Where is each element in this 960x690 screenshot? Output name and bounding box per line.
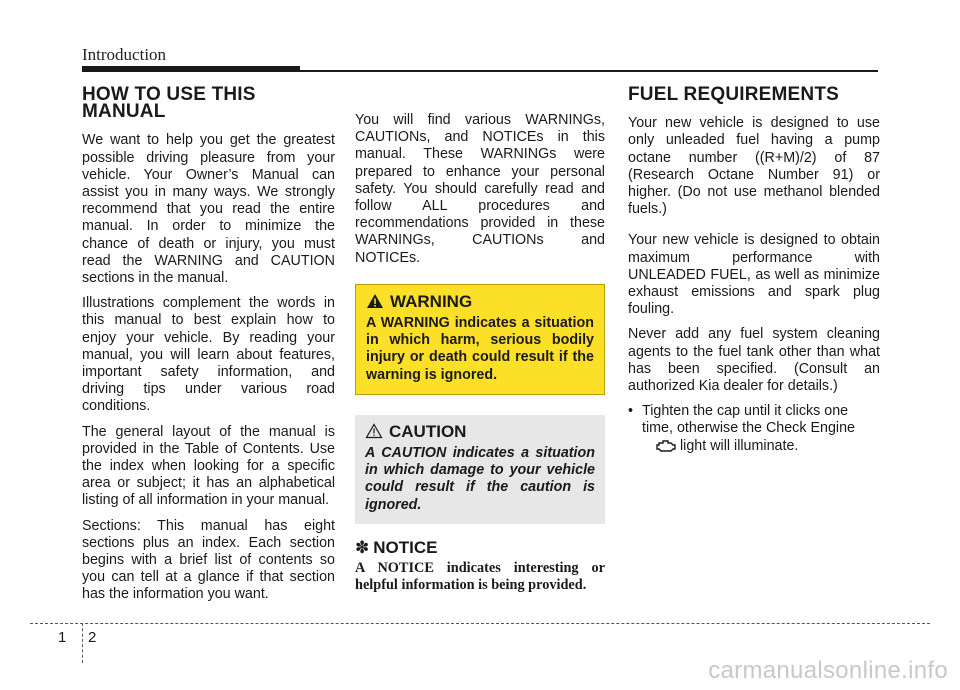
- paragraph: Sections: This manual has eight sections plus an index. Each section begins with a brief list of contents so you can tell at a glance if that section has the information you want.: [82, 517, 335, 603]
- paragraph: You will find various WARNINGs, CAUTIONs, and NOTICEs in this manual. These WARNINGs were prepared to enhance your personal safety. You should carefully read and follow ALL procedures and recommendations provided in these WARNINGs, CAUTIONs and NOTICEs.: [355, 112, 605, 266]
- footer-divider: [30, 623, 930, 624]
- watermark: carmanualsonline.info: [708, 657, 948, 684]
- footer-vertical-divider: [82, 623, 83, 663]
- bullet-text-end: light will illuminate.: [680, 437, 799, 454]
- section-heading-fuel: FUEL REQUIREMENTS: [628, 84, 840, 105]
- header-rule-thick: [82, 66, 300, 72]
- paragraph: Your new vehicle is designed to obtain maximum performance with UNLEADED FUEL, as well as minimize exhaust emissions and spark plug fouling.: [628, 232, 880, 318]
- bullet-text-start: Tighten the cap until it clicks one time, otherwise the Check Engine: [642, 403, 855, 437]
- notice-text: A NOTICE indicates interesting or helpful information is being provided.: [355, 560, 605, 594]
- caution-triangle-icon: [365, 423, 383, 439]
- caution-title: CAUTION: [389, 421, 467, 441]
- warning-triangle-icon: [366, 293, 384, 309]
- header-rule-thin: [300, 70, 878, 72]
- list-item: [628, 403, 880, 455]
- paragraph: The general layout of the manual is provided in the Table of Contents. Use the index when looking for a specific area or subject; it has an alphabetical listing of all information in your manual.: [82, 423, 335, 509]
- bullet-text: [642, 403, 880, 455]
- warning-box: [355, 284, 605, 395]
- warning-text: A WARNING indicates a situation in which harm, serious bodily injury or death could result if the warning is ignored.: [366, 315, 594, 383]
- bullet: •: [628, 403, 634, 420]
- notice-title-row: [355, 539, 605, 556]
- paragraph: Illustrations complement the words in this manual to best explain how to enjoy your vehicle. By reading your manual, you will learn about features, important safety information, and driving tips under various road conditions.: [82, 295, 335, 415]
- warning-title: WARNING: [390, 291, 473, 311]
- caution-text: A CAUTION indicates a situation in which damage to your vehicle could result if the caution is ignored.: [365, 445, 595, 513]
- column-safety-notes: [355, 112, 605, 594]
- paragraph: Your new vehicle is designed to use only unleaded fuel having a pump octane number ((R+M)/2) of 87 (Research Octane Number 91) or higher. (Do not use methanol blended fuels.): [628, 115, 880, 218]
- caution-box: [355, 415, 605, 524]
- check-engine-icon: [656, 439, 676, 453]
- paragraph: We want to help you get the greatest possible driving pleasure from your vehicle. Your Owner’s Manual can assist you in many ways. We strongly recommend that you read the entire manual. In order to minimize the chance of death or injury, you must read the WARNING and CAUTION sections in the manual.: [82, 132, 335, 287]
- column-how-to-use: [82, 82, 335, 612]
- notice-asterisk-icon: ✽: [355, 537, 370, 557]
- header-title: Introduction: [82, 45, 167, 64]
- notice-title: NOTICE: [373, 537, 438, 557]
- section-heading-how-to-use: HOW TO USE THIS MANUAL: [82, 84, 256, 123]
- column-fuel-requirements: [628, 82, 880, 455]
- chapter-number: 1: [58, 629, 67, 646]
- caution-title-row: [365, 423, 595, 440]
- paragraph: Never add any fuel system cleaning agents to the fuel tank other than what has been specified. (Consult an authorized Kia dealer for details.): [628, 326, 880, 395]
- warning-title-row: [366, 293, 594, 310]
- page-number: 2: [88, 629, 97, 646]
